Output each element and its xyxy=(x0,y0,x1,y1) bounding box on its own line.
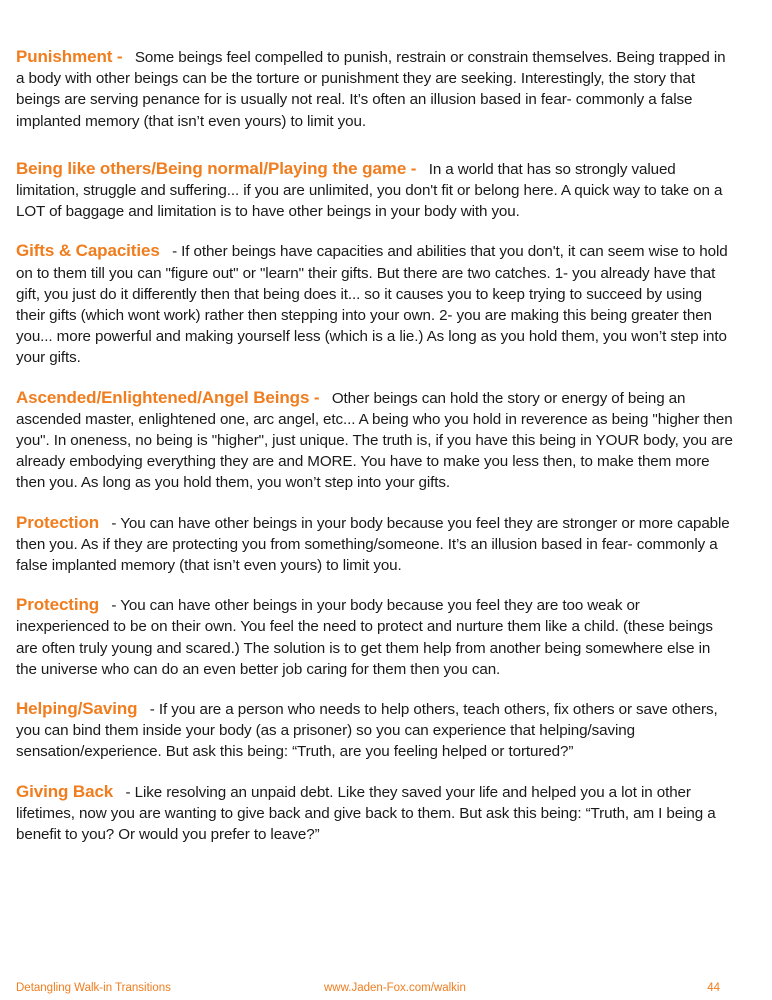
entry-text: - If you are a person who needs to help others, teach others, fix others or save others, you can bind them inside your body (as a prisoner) so you can experience that helping/saving sensation/experience. But ask this being: “Truth, are you feeling helped or tortured?” xyxy=(16,701,718,761)
entry-term: Giving Back xyxy=(16,781,114,801)
entry-text: - If other beings have capacities and abilities that you don't, it can seem wise to hold on to them till you can "figure out" or "learn" their gifts. But there are two catches. 1- you already have that gift, you just do it differently then that being does it... so it causes you to keep trying to succeed by using their gifts (which wont work) rather then stepping into your own. 2- you are making this being greater then you... more powerful and making yourself less (which is a lie.) As long as you hold them, you won’t step into your gifts. xyxy=(16,243,728,367)
entry-term: Protection xyxy=(16,512,100,532)
entry-text: Some beings feel compelled to punish, restrain or constrain themselves. Being trapped in a body with other beings can be the torture or punishment they are seeking. Interestingly, the story that beings are serving penance for is usually not real. It’s often an illusion based in fear- commonly a false implanted memory (that isn’t even yours) to limit you. xyxy=(16,49,726,130)
entry-text: Other beings can hold the story or energy of being an ascended master, enlightened one, arc angel, etc... A being who you hold in reverence as being "higher then you". In oneness, no being is "higher", just unique. The truth is, if you have this being in YOUR body, you are already embodying everything they are and MORE. You have to make you less then, to make them more then you. As long as you hold them, you won’t step into your gifts. xyxy=(16,389,733,492)
footer-book-title: Detangling Walk-in Transitions xyxy=(16,982,171,994)
entry-protection xyxy=(16,512,734,577)
entry-ascended-beings xyxy=(16,387,734,494)
entry-text: - You can have other beings in your body because you feel they are too weak or inexperienced to be on their own. You feel the need to protect and nurture them like a child. (these beings are often truly young and scared.) The solution is to get them help from another being somewhere else in the universe who can do an even better job caring for them then you can. xyxy=(16,597,713,678)
page-content xyxy=(16,46,734,845)
entry-term: Punishment - xyxy=(16,47,123,66)
entry-helping-saving xyxy=(16,698,734,763)
entry-term: Protecting xyxy=(16,595,100,615)
entry-term: Ascended/Enlightened/Angel Beings - xyxy=(16,387,320,407)
entry-text: In a world that has so strongly valued limitation, struggle and suffering... if you are unlimited, you don't fit or belong here. A quick way to take on a LOT of baggage and limitation is to have other beings in your body with you. xyxy=(16,160,723,221)
entry-term: Being like others/Being normal/Playing the game - xyxy=(16,158,417,178)
footer-website-link[interactable]: www.Jaden-Fox.com/walkin xyxy=(324,982,466,994)
entry-gifts-capacities xyxy=(16,240,734,368)
entry-term: Helping/Saving xyxy=(16,699,138,719)
entry-punishment xyxy=(16,46,734,132)
entry-text: - Like resolving an unpaid debt. Like they saved your life and helped you a lot in other lifetimes, now you are wanting to give back and give back to them. But ask this being: “Truth, am I being a benefit to you? Or would you prefer to leave?” xyxy=(16,783,716,844)
page-footer xyxy=(16,982,720,998)
entry-term: Gifts & Capacities xyxy=(16,241,160,261)
entry-giving-back xyxy=(16,781,734,846)
entry-text: - You can have other beings in your body because you feel they are stronger or more capable then you. As if they are protecting you from something/someone. It’s an illusion based in fear- commonly a false implanted memory (that isn’t even yours) to limit you. xyxy=(16,514,730,575)
entry-being-like-others xyxy=(16,158,734,223)
entry-protecting xyxy=(16,594,734,680)
footer-page-number: 44 xyxy=(707,982,720,994)
